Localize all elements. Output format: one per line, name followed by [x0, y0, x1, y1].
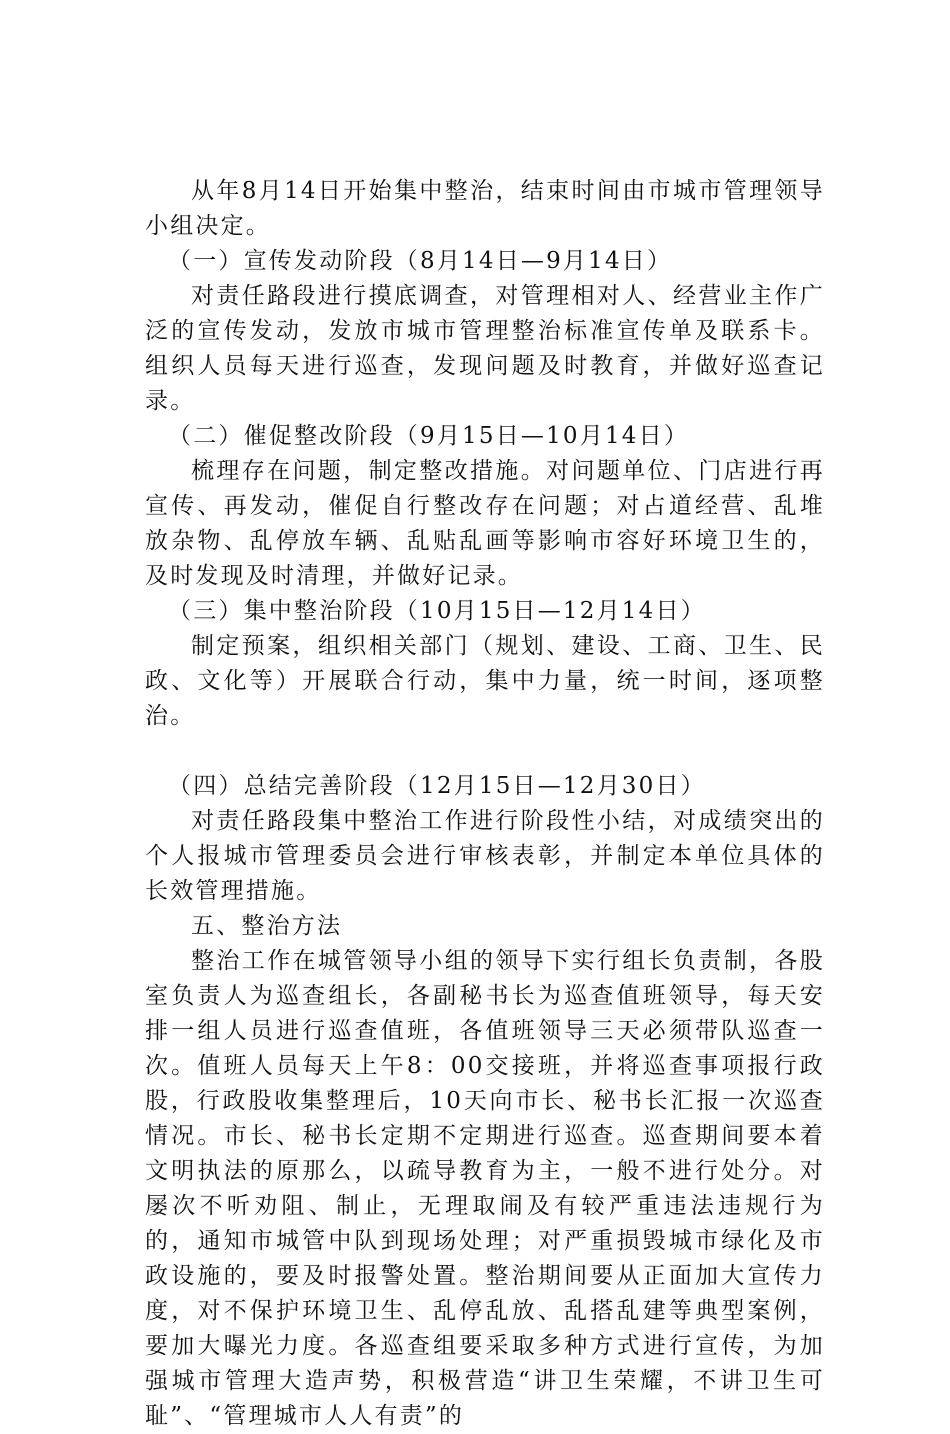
- paragraph-stage-4: 对责任路段集中整治工作进行阶段性小结，对成绩突出的个人报城市管理委员会进行审核表彰，并制定本单位具体的长效管理措施。: [145, 808, 825, 904]
- document-body: [145, 174, 825, 1434]
- paragraph-spacer: [145, 734, 825, 769]
- heading-stage-2: （二）催促整改阶段（9月15日—10月14日）: [168, 423, 690, 449]
- paragraph-stage-2: 梳理存在问题，制定整改措施。对问题单位、门店进行再宣传、再发动，催促自行整改存在问题；对占道经营、乱堆放杂物、乱停放车辆、乱贴乱画等影响市容好环境卫生的，及时发现及时清理，并做好记录。: [145, 458, 825, 589]
- heading-stage-1: （一）宣传发动阶段（8月14日—9月14日）: [168, 248, 673, 274]
- paragraph-intro: 从年8月14日开始集中整治，结束时间由市城市管理领导小组决定。: [145, 178, 825, 239]
- heading-stage-4: （四）总结完善阶段（12月15日—12月30日）: [168, 773, 706, 799]
- paragraph-method: 整治工作在城管领导小组的领导下实行组长负责制，各股室负责人为巡查组长，各副秘书长为巡查值班领导，每天安排一组人员进行巡查值班，各值班领导三天必须带队巡查一次。值班人员每天上午8：00交接班，并将巡查事项报行政股，行政股收集整理后，10天向市长、秘书长汇报一次巡查情况。市长、秘书长定期不定期进行巡查。巡查期间要本着文明执法的原那么，以疏导教育为主，一般不进行处分。对屡次不听劝阻、制止，无理取闹及有较严重违法违规行为的，通知市城管中队到现场处理；对严重损毁城市绿化及市政设施的，要及时报警处置。整治期间要从正面加大宣传力度，对不保护环境卫生、乱停乱放、乱搭乱建等典型案例，要加大曝光力度。各巡查组要采取多种方式进行宣传，为加强城市管理大造声势，积极营造“讲卫生荣耀，不讲卫生可耻”、“管理城市人人有责”的: [145, 948, 825, 1429]
- paragraph-stage-1: 对责任路段进行摸底调查，对管理相对人、经营业主作广泛的宣传发动，发放市城市管理整治标准宣传单及联系卡。组织人员每天进行巡查，发现问题及时教育，并做好巡查记录。: [145, 283, 825, 414]
- heading-section-5: 五、整治方法: [191, 913, 343, 939]
- paragraph-stage-3: 制定预案，组织相关部门（规划、建设、工商、卫生、民政、文化等）开展联合行动，集中力量，统一时间，逐项整治。: [145, 633, 825, 729]
- heading-stage-3: （三）集中整治阶段（10月15日—12月14日）: [168, 598, 706, 624]
